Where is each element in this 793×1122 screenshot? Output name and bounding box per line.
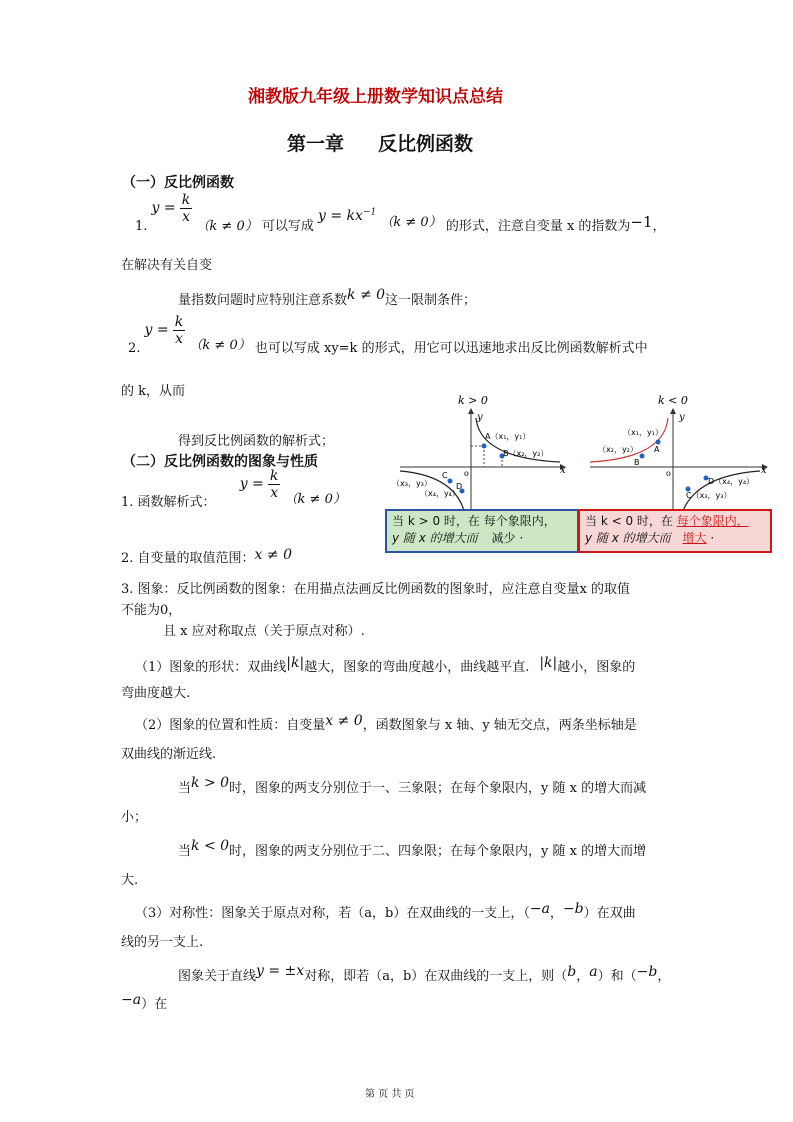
prop-2-line-1 [135, 715, 637, 736]
note-right-d: 增大 [682, 531, 707, 545]
prop-3-line-1 [135, 903, 636, 924]
left-graph-label: k > 0 [458, 394, 488, 407]
prop-4-math: y = ±x [256, 963, 305, 979]
prop-3-b: ）在双曲 [583, 906, 636, 921]
prop-4-m3: −b [636, 964, 658, 980]
chapter-heading [287, 129, 473, 156]
item-1-line-1 [135, 192, 666, 248]
prop-2-math: x ≠ 0 [325, 713, 363, 729]
note-left-b: 每个象限内， [483, 514, 556, 528]
s2-item-1-label: 1. 函数解析式： [121, 495, 216, 510]
point-B-right [640, 454, 645, 459]
item-1-num: 1. [135, 219, 148, 234]
label-A-right: A [654, 445, 660, 454]
prop-3-line-2: 线的另一支上. [121, 935, 204, 950]
note-right-c: y 随 x 的增大而 [585, 531, 671, 545]
section-2-title: （二）反比例函数的图象与性质 [122, 454, 318, 470]
prop-4-b: 对称，即若（a，b）在双曲线的一支上，则（ [304, 969, 568, 984]
prop-4-line-2-b: ）在 [141, 997, 168, 1012]
k-negative-line-1 [178, 838, 647, 862]
note-left-d: 减少 [491, 531, 516, 545]
prop-1-line-1 [135, 657, 635, 678]
prop-2-a: （2）图象的位置和性质：自变量 [135, 718, 326, 733]
item-2-tail: 也可以写成 xy=k 的形式，用它可以迅速地求出反比例函数解析式中 [254, 341, 648, 356]
note-right-a: 当 k < 0 时，在 [585, 514, 673, 528]
note-box-k-negative: 当 k < 0 时，在 每个象限内， y 随 x 的增大而 增大 · [578, 509, 772, 553]
prop-1-b: 越大，图象的弯曲度越小，曲线越平直. [304, 660, 530, 675]
prop-4-c: ）和（ [597, 969, 637, 984]
left-origin: o [464, 469, 469, 478]
point-A [482, 444, 487, 449]
prop-4-comma: ， [657, 969, 671, 984]
label-x2y2: （x₂，y₂） [598, 445, 638, 454]
left-x-label: x [560, 465, 566, 476]
s2-item-3-line-1: 3. 图象：反比例函数的图象：在用描点法画反比例函数的图象时，应注意自变量x 的取值 [121, 582, 631, 597]
item-2-fraction: $\frac{k}{x}$ [174, 314, 184, 347]
item-1-exp: −1 [362, 207, 377, 218]
item-2-num: 2. [128, 341, 141, 356]
prop-1-abs-k: |k| [286, 655, 305, 671]
point-C [448, 479, 453, 484]
s2-item-1-cond: （k ≠ 0） [284, 492, 346, 507]
item-2-line-1 [128, 314, 648, 370]
note-left-a: 当 k > 0 时，在 [392, 514, 480, 528]
label-B: B（x₂，y₂） [503, 449, 549, 458]
s2-item-1 [121, 468, 346, 524]
s2-item-2-label: 2. 自变量的取值范围： [121, 551, 255, 566]
note-left-c: y 随 x 的增大而 [392, 531, 478, 545]
item-1-eq-y: y = [151, 200, 176, 216]
kneg-b: 时，图象的两支分别位于二、四象限；在每个象限内，y 随 x 的增大而增 [229, 844, 647, 859]
left-y-label: y [477, 412, 483, 423]
kpos-math: k > 0 [191, 775, 230, 791]
right-y-label: y [679, 412, 685, 423]
right-origin: o [666, 469, 671, 478]
prop-4-line-2-math: −a [121, 992, 142, 1008]
item-2-cond: （k ≠ 0） [189, 338, 251, 353]
prop-1-line-2: 弯曲度越大. [121, 686, 191, 701]
s2-item-3-line-3: 且 x 应对称取点（关于原点对称）. [163, 624, 365, 639]
item-1-cond2: （k ≠ 0） [380, 215, 442, 230]
left-y-arrow [468, 408, 474, 414]
item-1-line-2: 在解决有关自变 [121, 258, 213, 273]
label-C-right: C（x₃，y₃） [686, 491, 732, 500]
item-1-line-3b: 这一限制条件； [385, 293, 477, 308]
item-1-neg1: −1 [630, 213, 653, 231]
page-footer: 第 页 共 页 [365, 1089, 415, 1100]
item-2-eq-y: y = [144, 322, 169, 338]
label-D-right: D（x₄，y₄） [708, 477, 755, 486]
label-A: A（x₁，y₁） [485, 432, 531, 441]
label-x3y3: （x₃，y₃） [392, 479, 432, 488]
k-positive-line-2: 小； [121, 810, 148, 825]
prop-2-b: ，函数图象与 x 轴、y 轴无交点，两条坐标轴是 [362, 718, 637, 733]
right-graph-label: k < 0 [658, 394, 688, 407]
prop-4-sep: ， [576, 969, 590, 984]
prop-4-line-2 [121, 994, 167, 1015]
label-x1y1: （x₁，y₁） [623, 428, 663, 437]
item-1-tail: 的形式，注意自变量 x 的指数为 [445, 219, 631, 234]
s2-item-1-fraction: $\frac{k}{x}$ [269, 468, 279, 501]
item-2-line-2: 的 k，从而 [121, 384, 186, 399]
section-1-title: （一）反比例函数 [122, 175, 234, 191]
point-A-right [656, 440, 661, 445]
label-B-right: B [634, 458, 640, 467]
item-1-eq2: y = kx [318, 208, 363, 224]
prop-4-m2: a [589, 964, 598, 980]
prop-4-m1: b [567, 964, 577, 980]
kpos-a: 当 [178, 781, 192, 796]
kneg-a: 当 [178, 844, 192, 859]
item-1-comma: ， [652, 219, 666, 234]
right-x-label: x [761, 465, 767, 476]
label-x4y4: （x₄，y₄） [420, 489, 460, 498]
prop-3-m1: −a [529, 901, 550, 917]
item-1-line-3-math: k ≠ 0 [347, 287, 386, 303]
prop-1-abs-k-2: |k| [539, 655, 558, 671]
chapter-name: 反比例函数 [378, 133, 474, 155]
s2-item-2 [121, 548, 292, 569]
prop-2-line-2: 双曲线的渐近线. [121, 747, 217, 762]
prop-1-c: 越小，图象的 [557, 660, 636, 675]
prop-3-a: （3）对称性：图象关于原点对称，若（a，b）在双曲线的一支上，（ [135, 906, 530, 921]
kpos-b: 时，图象的两支分别位于一、三象限；在每个象限内，y 随 x 的增大而减 [229, 781, 647, 796]
note-right-b: 每个象限内， [676, 514, 749, 528]
k-positive-line-1 [178, 775, 647, 799]
kneg-math: k < 0 [191, 838, 230, 854]
right-curve-q2 [590, 418, 668, 462]
label-D: D [456, 482, 463, 491]
document-title: 湘教版九年级上册数学知识点总结 [248, 87, 503, 107]
item-1-line-3a: 量指数问题时应特别注意系数 [178, 293, 348, 308]
s2-item-3-line-2: 不能为0， [121, 603, 182, 618]
k-negative-line-2: 大. [121, 873, 139, 888]
prop-4-line-1 [178, 963, 671, 987]
item-1-line-3 [178, 287, 477, 311]
label-C: C [442, 471, 448, 480]
item-1-cond: （k ≠ 0） [196, 219, 258, 234]
prop-3-m2: −b [562, 901, 584, 917]
s2-item-1-eq-y: y = [239, 476, 264, 492]
prop-3-sep: ， [549, 906, 563, 921]
item-1-mid: 可以写成 [261, 219, 314, 234]
item-2-line-3: 得到反比例函数的解析式； [178, 434, 335, 449]
note-box-k-positive: 当 k > 0 时，在 每个象限内， y 随 x 的增大而 减少 · [385, 509, 579, 553]
item-1-fraction: $\frac{k}{x}$ [181, 192, 191, 225]
prop-4-a: 图象关于直线 [178, 969, 257, 984]
s2-item-2-math: x ≠ 0 [254, 547, 292, 563]
prop-1-a: （1）图象的形状：双曲线 [135, 660, 287, 675]
chapter-label: 第一章 [287, 133, 345, 155]
